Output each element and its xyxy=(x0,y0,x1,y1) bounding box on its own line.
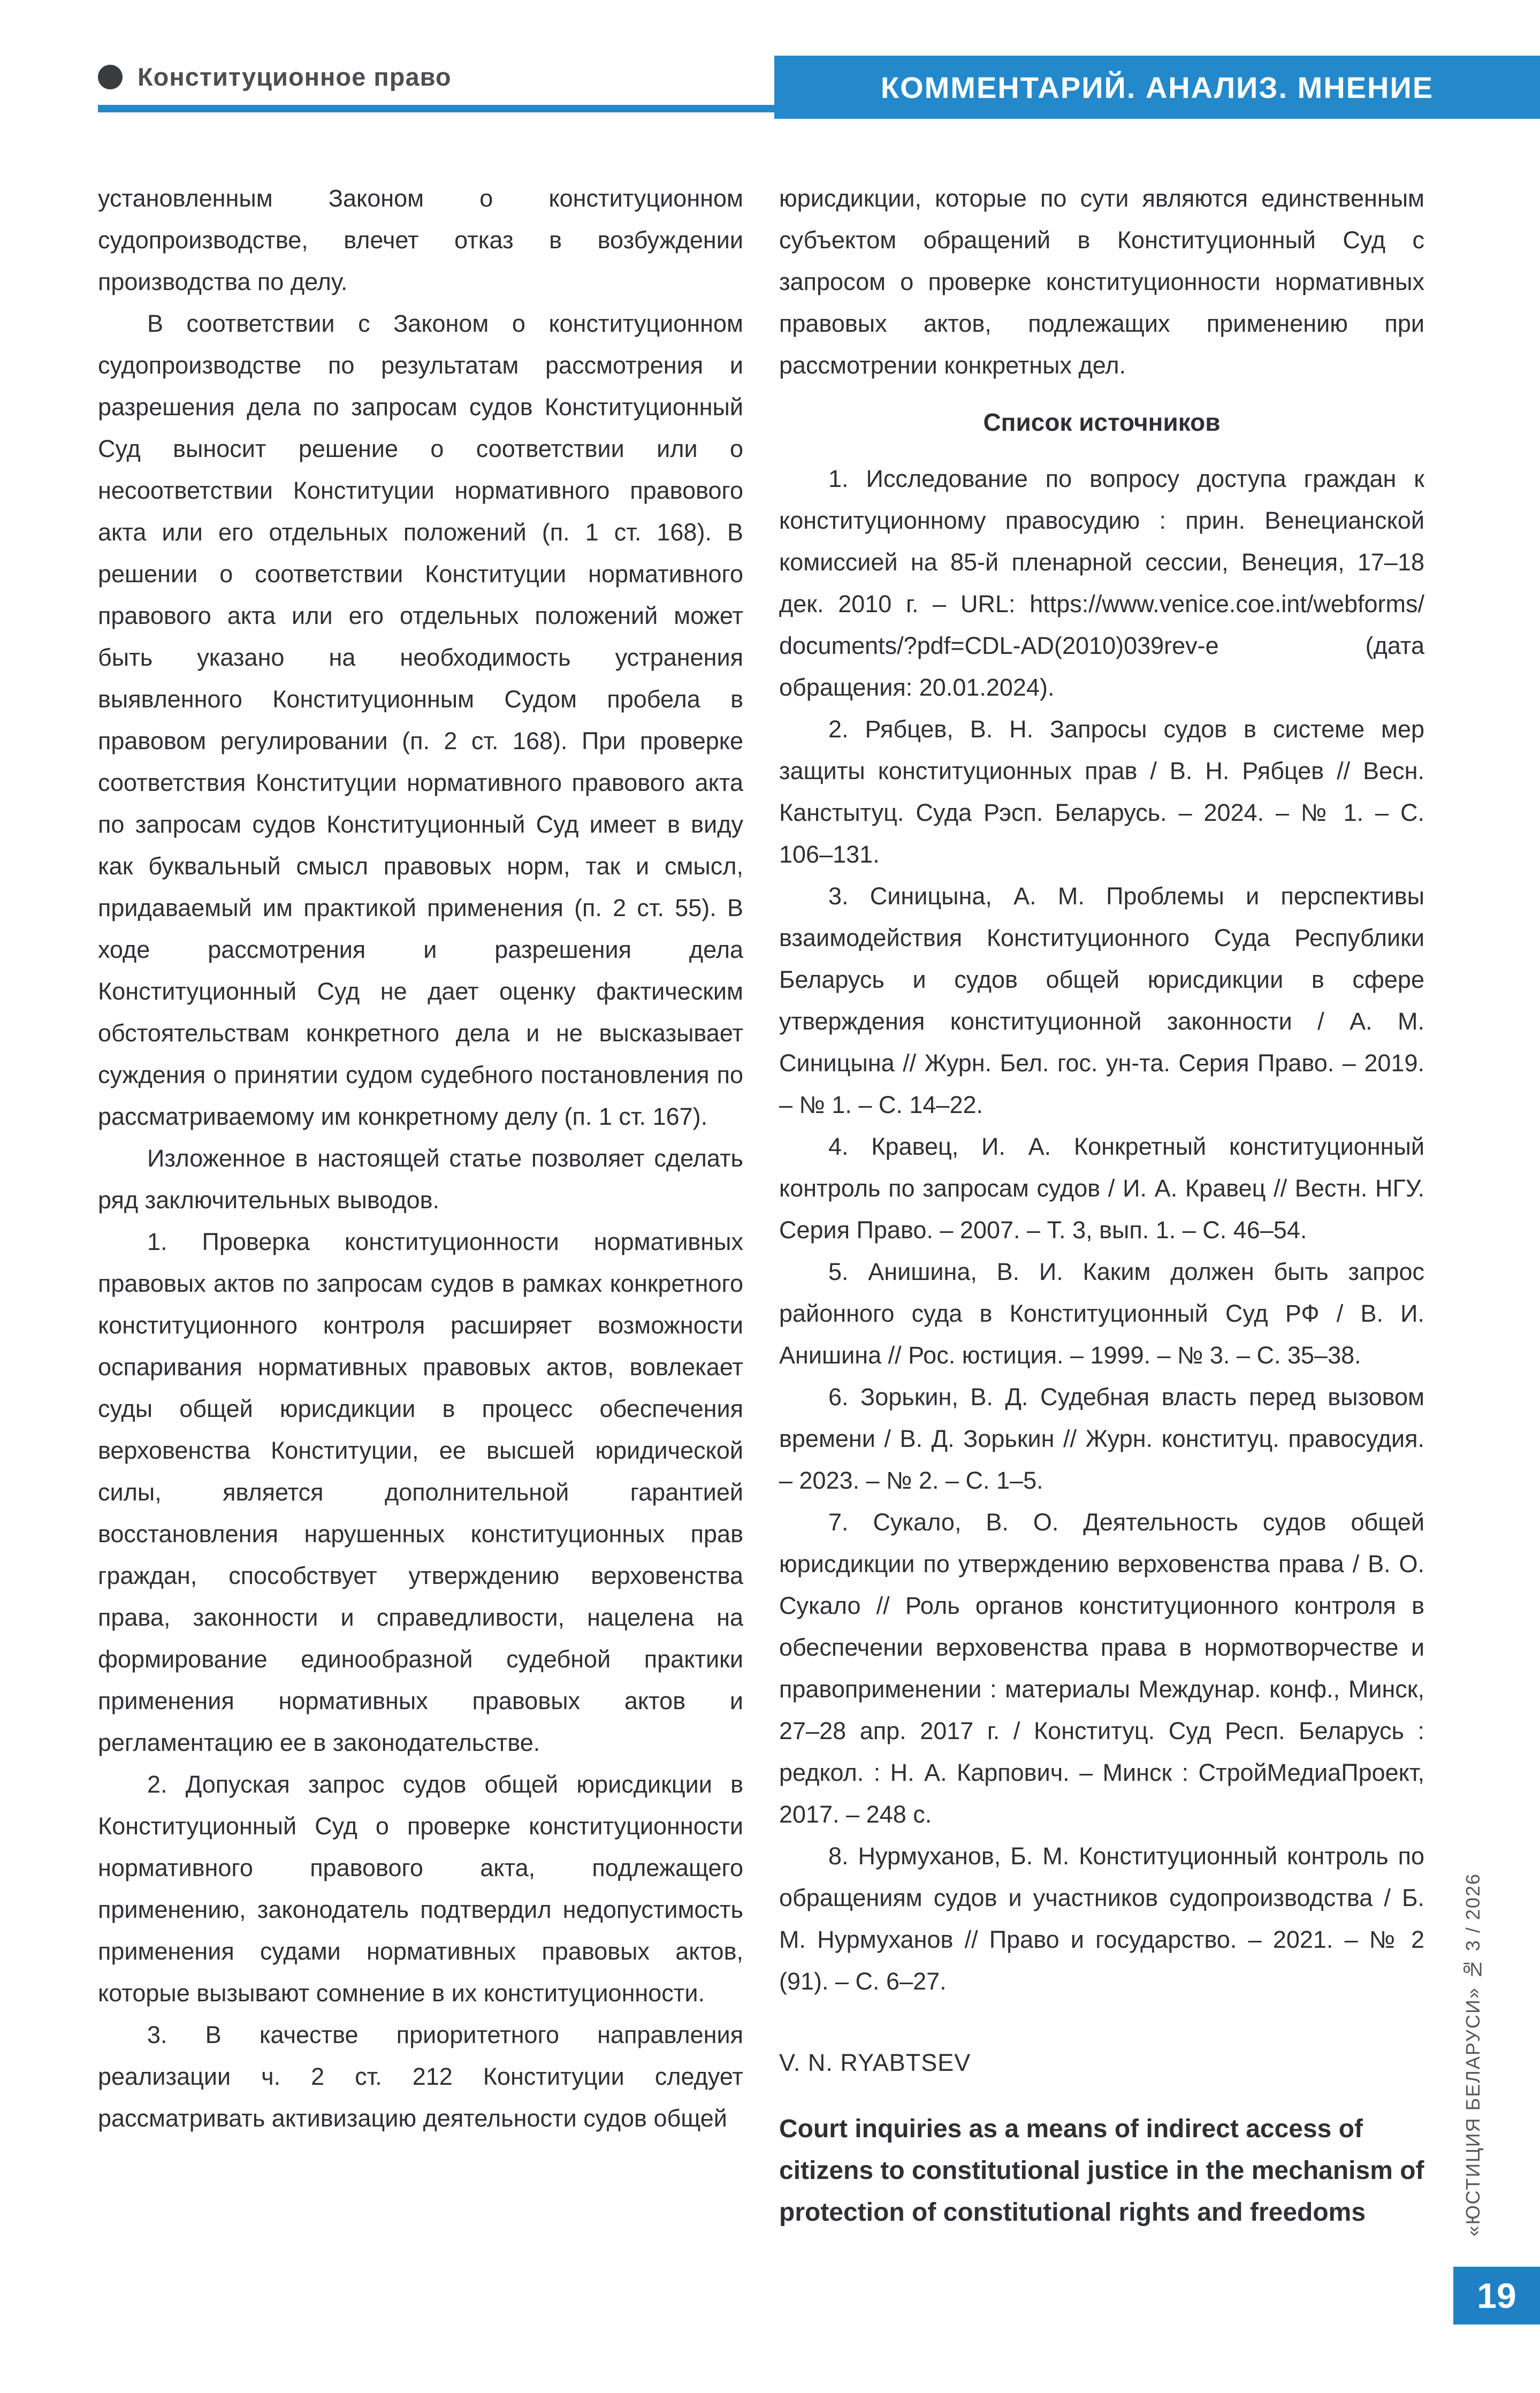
source-item: 7. Сукало, В. О. Деятельность судов общей юрисдикции по утверждению верховенства права / В. О. Сукало // Роль органов конституционного контроля в обеспечении верховенства права в нормотворчестве и правоприменении : материалы Междунар. конф., Минск, 27–28 апр. 2017 г. / Конституц. Суд Респ. Беларусь : редкол. : Н. А. Карпович. – Минск : СтройМедиаПроект, 2017. – 248 с. xyxy=(779,1508,1424,1828)
body-paragraph: установленным Законом о конституционном судопроизводстве, влечет отказ в возбуждении производства по делу. xyxy=(98,185,743,295)
left-column xyxy=(98,178,743,2139)
sources-heading: Список источников xyxy=(983,408,1221,436)
sources-list xyxy=(779,458,1424,2002)
section-header xyxy=(98,62,452,92)
body-paragraph: 1. Проверка конституционности нормативных правовых актов по запросам судов в рамках конкретного конституционного контроля расширяет возможности оспаривания нормативных правовых актов, вовлекает суды общей юрисдикции в процесс обеспечения верховенства Конституции, ее высшей юридической силы, является дополнительной гарантией восстановления нарушенных конституционных прав граждан, способствует утверждению верховенства права, законности и справедливости, нацелена на формирование единообразной судебной практики применения нормативных правовых актов и регламентацию ее в законодательстве. xyxy=(98,1228,743,1756)
page-number: 19 xyxy=(1477,2276,1516,2315)
source-item: 1. Исследование по вопросу доступа граждан к конституционному правосудию : прин. Венецианской комиссией на 85-й пленарной сессии, Венеция, 17–18 дек. 2010 г. – URL: https://www.venice.coe.int/webforms/ documents/?pdf=CDL-AD(2010)039rev-e (дата обращения: 20.01.2024). xyxy=(779,465,1424,701)
body-paragraph: юрисдикции, которые по сути являются единственным субъектом обращений в Конституционный Суд с запросом о проверке конституционности нормативных правовых актов, подлежащих применению при рассмотрении конкретных дел. xyxy=(779,185,1424,379)
english-title: Court inquiries as a means of indirect access of citizens to constitutional justice in the mechanism of protection of constitutional rights and freedoms xyxy=(779,2115,1424,2227)
body-paragraph: 2. Допуская запрос судов общей юрисдикции в Конституционный Суд о проверке конституционности нормативного правового акта, подлежащего применению, законодатель подтвердил недопустимость применения судами нормативных правовых актов, которые вызывают сомнение в их конституционности. xyxy=(98,1771,743,2007)
journal-imprint: «ЮСТИЦИЯ БЕЛАРУСИ» № 3 / 2026 xyxy=(1462,1873,1484,2237)
author-latin: V. N. RYABTSEV xyxy=(779,2049,971,2076)
right-column xyxy=(779,178,1424,2234)
source-item: 8. Нурмуханов, Б. М. Конституционный контроль по обращениям судов и участников судопроизводства / Б. М. Нурмуханов // Право и государство. – 2021. – № 2 (91). – С. 6–27. xyxy=(779,1842,1424,1995)
source-item: 5. Анишина, В. И. Каким должен быть запрос районного суда в Конституционный Суд РФ / В. И. Анишина // Рос. юстиция. – 1999. – № 3. – С. 35–38. xyxy=(779,1258,1424,1369)
source-item: 2. Рябцев, В. Н. Запросы судов в системе мер защиты конституционных прав / В. Н. Рябцев // Весн. Канстытуц. Суда Рэсп. Беларусь. – 2024. – № 1. – С. 106–131. xyxy=(779,715,1424,868)
header-rule xyxy=(98,105,774,112)
rubric-banner: КОММЕНТАРИЙ. АНАЛИЗ. МНЕНИЕ xyxy=(774,56,1540,119)
body-paragraph: 3. В качестве приоритетного направления реализации ч. 2 ст. 212 Конституции следует рассматривать активизацию деятельности судов общей xyxy=(98,2021,743,2132)
body-paragraph: Изложенное в настоящей статье позволяет сделать ряд заключительных выводов. xyxy=(98,1145,743,1214)
body-paragraph: В соответствии с Законом о конституционном судопроизводстве по результатам рассмотрения и разрешения дела по запросам судов Конституционный Суд выносит решение о соответствии или о несоответствии Конституции нормативного правового акта или его отдельных положений (п. 1 ст. 168). В решении о соответствии Конституции нормативного правового акта или его отдельных положений может быть указано на необходимость устранения выявленного Конституционным Судом пробела в правовом регулировании (п. 2 ст. 168). При проверке соответствия Конституции нормативного правового акта по запросам судов Конституционный Суд имеет в виду как буквальный смысл правовых норм, так и смысл, придаваемый им практикой применения (п. 2 ст. 55). В ходе рассмотрения и разрешения дела Конституционный Суд не дает оценку фактическим обстоятельствам конкретного дела и не высказывает суждения о принятии судом судебного постановления по рассматриваемому им конкретному делу (п. 1 ст. 167). xyxy=(98,310,743,1130)
source-item: 3. Синицына, А. М. Проблемы и перспективы взаимодействия Конституционного Суда Республики Беларусь и судов общей юрисдикции в сфере утверждения конституционной законности / А. М. Синицына // Журн. Бел. гос. ун-та. Серия Право. – 2019. – № 1. – С. 14–22. xyxy=(779,882,1424,1118)
source-item: 4. Кравец, И. А. Конкретный конституционный контроль по запросам судов / И. А. Кравец // Вестн. НГУ. Серия Право. – 2007. – Т. 3, вып. 1. – С. 46–54. xyxy=(779,1133,1424,1244)
section-bullet-icon xyxy=(98,65,123,89)
page-number-box xyxy=(1453,2267,1540,2325)
section-label: Конституционное право xyxy=(138,63,452,91)
source-item: 6. Зорькин, В. Д. Судебная власть перед вызовом времени / В. Д. Зорькин // Журн. конституц. правосудия. – 2023. – № 2. – С. 1–5. xyxy=(779,1383,1424,1494)
